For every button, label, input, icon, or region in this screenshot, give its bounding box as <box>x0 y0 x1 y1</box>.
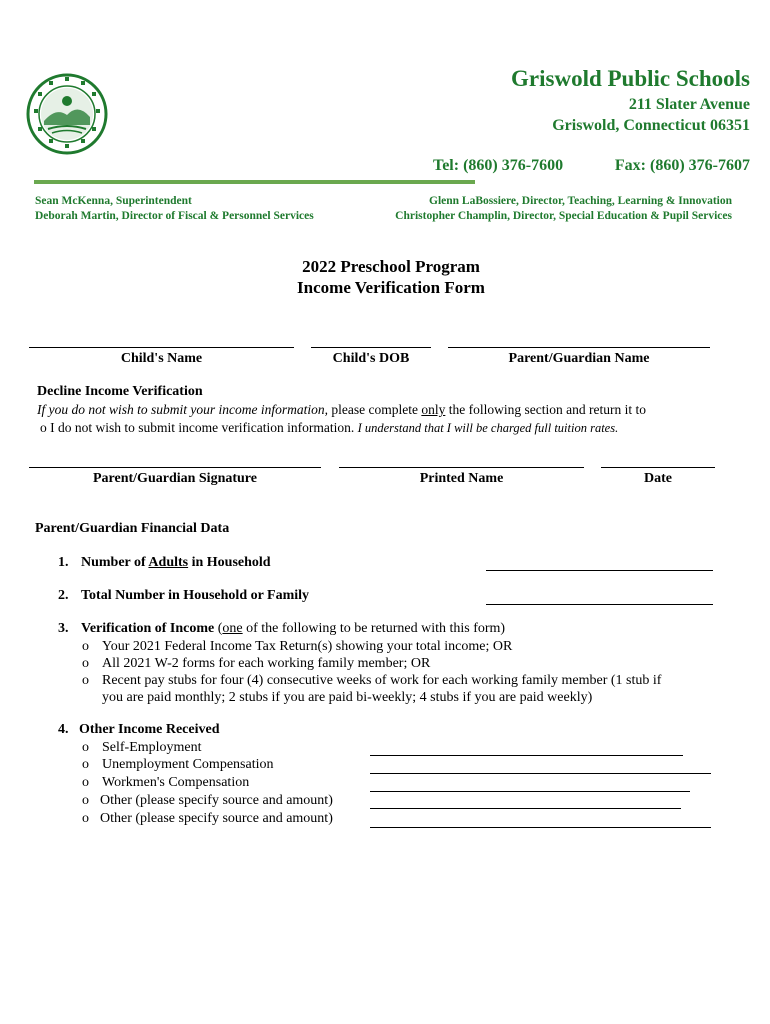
q3-bullet-1: o <box>82 639 89 654</box>
q4-bullet-1: o <box>82 740 89 755</box>
staff-right-2: Christopher Champlin, Director, Special Education & Pupil Services <box>395 210 732 222</box>
decline-intro-italic: If you do not wish to submit your income information, <box>37 402 328 417</box>
signature-line[interactable] <box>29 467 321 468</box>
q3-item-2: All 2021 W-2 forms for each working family member; OR <box>102 656 431 671</box>
q4-bullet-3: o <box>82 775 89 790</box>
q3-item-3-cont: you are paid monthly; 2 stubs if you are paid bi-weekly; 4 stubs if you are paid weekly) <box>102 690 593 705</box>
decline-option-text: I do not wish to submit income verification information. <box>50 420 355 435</box>
child-dob-label: Child's DOB <box>332 351 410 366</box>
q1-answer-line[interactable] <box>486 570 713 571</box>
decline-option-italic: I understand that I will be charged full tuition rates. <box>357 421 619 435</box>
q4-line-4[interactable] <box>370 808 681 809</box>
printed-name-label: Printed Name <box>419 471 504 486</box>
phone-number: Tel: (860) 376-7600 <box>433 157 564 174</box>
q3-bold: Verification of Income <box>81 621 215 636</box>
form-title-line-2: Income Verification Form <box>297 278 485 297</box>
q1-adults: Adults <box>148 555 189 570</box>
child-name-line[interactable] <box>29 347 294 348</box>
q4-bullet-2: o <box>82 757 89 772</box>
decline-intro-post: the following section and return it to <box>445 402 646 417</box>
q4-item-self-employment: Self-Employment <box>102 740 202 755</box>
q4-line-1[interactable] <box>370 755 683 756</box>
decline-checkbox[interactable]: o <box>40 420 47 435</box>
q1-label <box>81 555 271 571</box>
staff-left-2: Deborah Martin, Director of Fiscal & Personnel Services <box>35 210 314 222</box>
q3-number: 3. <box>58 621 69 636</box>
q2-number: 2. <box>58 588 69 603</box>
child-dob-line[interactable] <box>311 347 431 348</box>
q3-bullet-3: o <box>82 673 89 688</box>
q2-label: Total Number in Household or Family <box>81 588 310 603</box>
decline-intro-only: only <box>421 402 446 417</box>
parent-name-label: Parent/Guardian Name <box>508 351 650 366</box>
address-line-2: Griswold, Connecticut 06351 <box>552 117 750 134</box>
q1-number: 1. <box>58 555 69 570</box>
fax-number: Fax: (860) 376-7607 <box>614 157 750 174</box>
printed-name-line[interactable] <box>339 467 584 468</box>
q3-post: of the following to be returned with this form) <box>242 621 506 636</box>
q3-label <box>81 621 505 637</box>
financial-heading: Parent/Guardian Financial Data <box>35 521 230 536</box>
q4-line-3[interactable] <box>370 791 690 792</box>
q4-number: 4. <box>58 722 69 737</box>
staff-left-1: Sean McKenna, Superintendent <box>35 195 192 207</box>
q4-bullet-5: o <box>82 811 89 826</box>
decline-intro <box>37 402 646 418</box>
q4-item-other-1: Other (please specify source and amount) <box>100 793 333 808</box>
signature-label: Parent/Guardian Signature <box>92 471 257 486</box>
decline-heading: Decline Income Verification <box>37 384 203 399</box>
staff-right-1: Glenn LaBossiere, Director, Teaching, Learning & Innovation <box>429 195 732 207</box>
q3-one: one <box>222 621 243 636</box>
q1-post: in Household <box>188 555 271 570</box>
q4-line-2[interactable] <box>370 773 711 774</box>
q3-pre: ( <box>214 621 223 636</box>
q4-item-unemployment: Unemployment Compensation <box>102 757 274 772</box>
school-name: Griswold Public Schools <box>511 66 750 91</box>
parent-name-line[interactable] <box>448 347 710 348</box>
decline-option <box>40 420 618 436</box>
q4-label: Other Income Received <box>79 722 220 737</box>
date-line[interactable] <box>601 467 715 468</box>
child-name-label: Child's Name <box>120 351 203 366</box>
q4-line-5[interactable] <box>370 827 711 828</box>
q4-item-other-2: Other (please specify source and amount) <box>100 811 333 826</box>
q4-bullet-4: o <box>82 793 89 808</box>
q3-bullet-2: o <box>82 656 89 671</box>
q2-answer-line[interactable] <box>486 604 713 605</box>
school-seal <box>26 73 108 155</box>
q3-item-3: Recent pay stubs for four (4) consecutive weeks of work for each working family member (1 stub if <box>102 673 662 688</box>
date-label: Date <box>644 471 672 486</box>
q1-pre: Number of <box>81 555 149 570</box>
header-rule <box>34 180 475 184</box>
form-title-line-1: 2022 Preschool Program <box>302 257 480 276</box>
q3-item-1: Your 2021 Federal Income Tax Return(s) showing your total income; OR <box>102 639 513 654</box>
q4-item-workmens: Workmen's Compensation <box>102 775 250 790</box>
decline-intro-pre: please complete <box>328 402 422 417</box>
address-line-1: 211 Slater Avenue <box>628 96 750 113</box>
